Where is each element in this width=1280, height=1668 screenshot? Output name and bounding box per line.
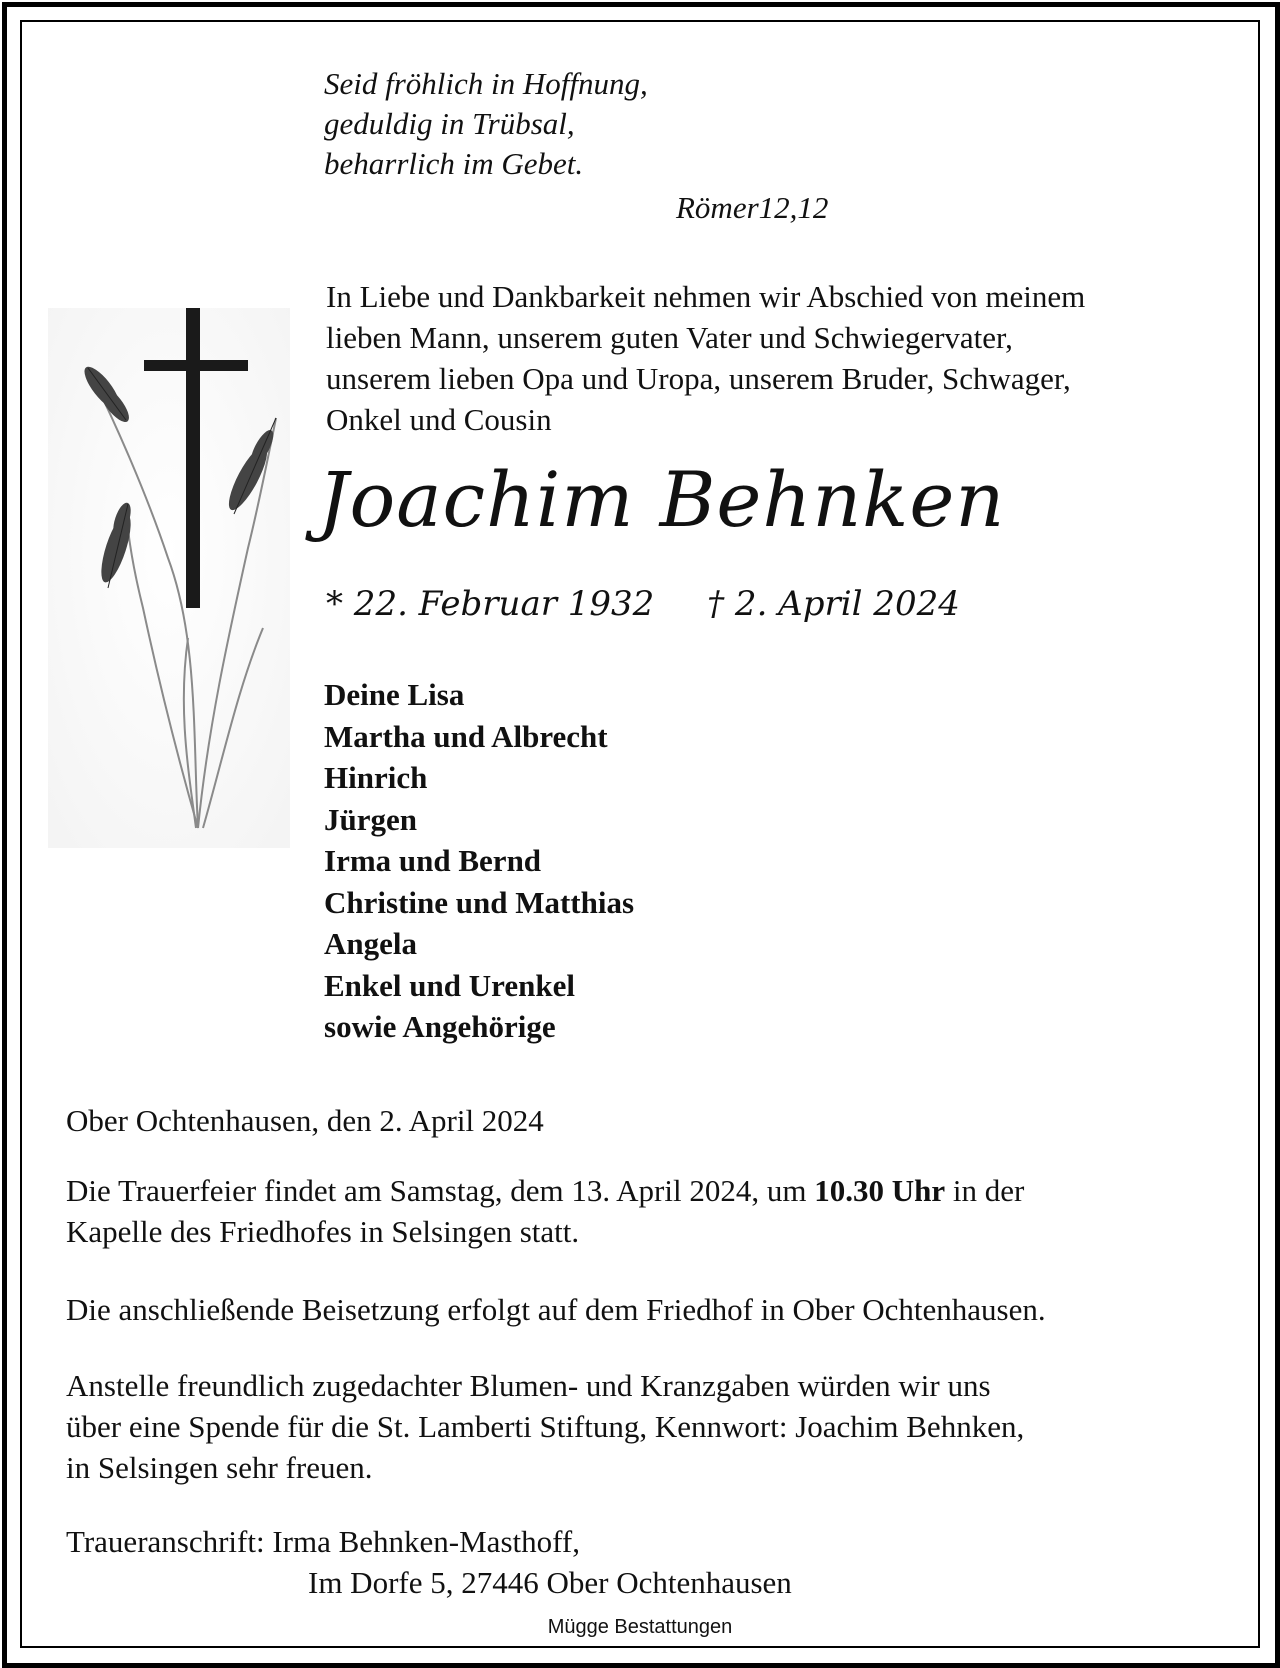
funeral-text: Die Trauerfeier findet am Samstag, dem 13. April 2024, um xyxy=(66,1173,815,1208)
intro-line: lieben Mann, unserem guten Vater und Schwiegervater, xyxy=(326,320,1013,355)
bible-verse xyxy=(324,64,648,184)
mourners-list xyxy=(324,674,634,1048)
funeral-time: 10.30 Uhr xyxy=(814,1173,946,1208)
intro-line: unserem lieben Opa und Uropa, unserem Bruder, Schwager, xyxy=(326,361,1071,396)
funeral-home: Mügge Bestattungen xyxy=(547,1616,733,1638)
funeral-line: Kapelle des Friedhofes in Selsingen statt. xyxy=(66,1214,580,1249)
verse-line: Seid fröhlich in Hoffnung, xyxy=(324,66,648,101)
deceased-name: Joachim Behnken xyxy=(318,455,1006,544)
donation-request xyxy=(66,1365,1024,1488)
mourner-entry: Hinrich xyxy=(324,760,428,795)
cross-with-wheat-icon xyxy=(48,308,290,848)
verse-reference: Römer12,12 xyxy=(676,190,829,225)
address-label-line: Traueranschrift: Irma Behnken-Masthoff, xyxy=(66,1524,580,1559)
intro-line: Onkel und Cousin xyxy=(326,402,552,437)
mourner-entry: Deine Lisa xyxy=(324,677,465,712)
donation-line: über eine Spende für die St. Lamberti Stiftung, Kennwort: Joachim Behnken, xyxy=(66,1409,1025,1444)
birth-date: * 22. Februar 1932 xyxy=(326,584,655,624)
mourner-entry: Jürgen xyxy=(324,801,417,837)
intro-line: In Liebe und Dankbarkeit nehmen wir Abschied von meinem xyxy=(326,279,1086,314)
address-street-line: Im Dorfe 5, 27446 Ober Ochtenhausen xyxy=(308,1565,792,1600)
mourning-address xyxy=(66,1521,792,1603)
mourner-entry: Enkel und Urenkel xyxy=(324,967,575,1003)
mourner-entry: Martha und Albrecht xyxy=(324,718,608,754)
verse-line: beharrlich im Gebet. xyxy=(324,146,584,181)
burial-info: Die anschließende Beisetzung erfolgt auf dem Friedhof in Ober Ochtenhausen. xyxy=(66,1292,1046,1327)
funeral-line xyxy=(66,1170,1024,1211)
verse-line: geduldig in Trübsal, xyxy=(324,106,575,141)
funeral-text: in der xyxy=(945,1173,1025,1208)
funeral-service xyxy=(66,1170,1024,1252)
death-date: † 2. April 2024 xyxy=(707,584,960,624)
place-date: Ober Ochtenhausen, den 2. April 2024 xyxy=(66,1103,544,1138)
mourner-entry: sowie Angehörige xyxy=(324,1009,556,1044)
donation-line: in Selsingen sehr freuen. xyxy=(66,1450,373,1485)
farewell-intro xyxy=(326,276,1085,440)
mourner-entry: Angela xyxy=(324,926,417,961)
mourner-entry: Irma und Bernd xyxy=(324,843,542,878)
mourner-entry: Christine und Matthias xyxy=(324,884,635,920)
life-dates xyxy=(326,584,1002,624)
donation-line: Anstelle freundlich zugedachter Blumen- und Kranzgaben würden wir uns xyxy=(66,1368,991,1403)
